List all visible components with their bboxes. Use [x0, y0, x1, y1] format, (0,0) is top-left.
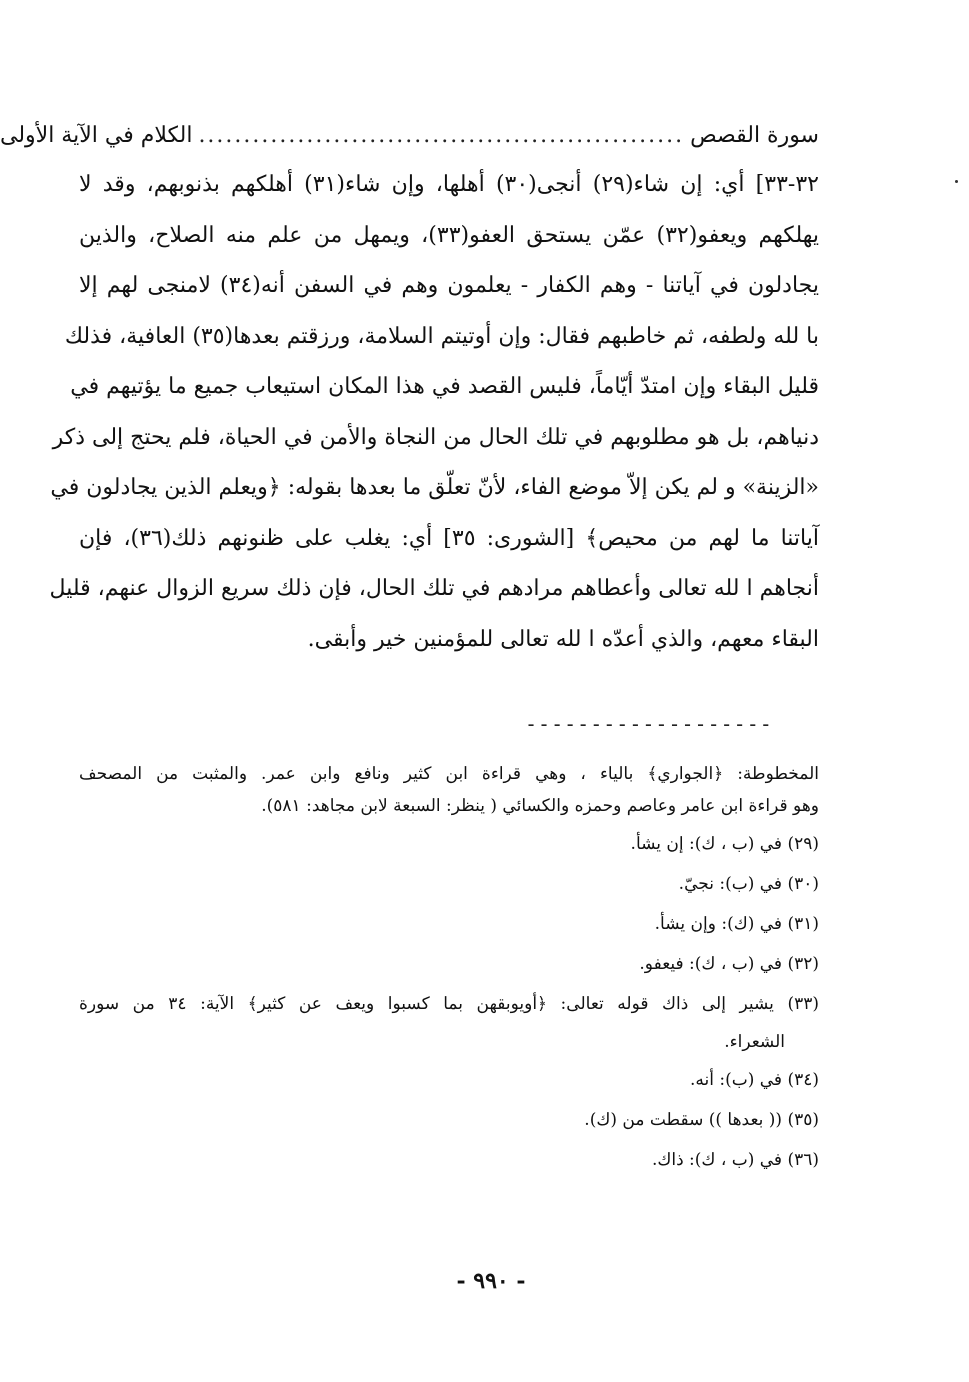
- footnote-32: (٣٢) في (ب ، ك): فيعفو.: [639, 954, 819, 974]
- scan-speck: [955, 180, 958, 183]
- footnote-29: (٢٩) في (ب ، ك): إن يشأ.: [630, 834, 819, 854]
- footnote-33: (٣٣) يشير إلى ذاك قوله تعالى: ﴿أويوبقهن بما كسبوا ويعف عن كثير﴾ الآية: ٣٤ من سورة: [79, 994, 819, 1014]
- running-header: [0, 108, 819, 148]
- main-body-text: [49, 160, 820, 665]
- body-line: با لله ولطفه، ثم خاطبهم فقال: وإن أوتيتم السلامة، ورزقتم بعدها(٣٥) العافية، فذلك: [64, 323, 819, 349]
- header-topic: الكلام في الآية الأولى: [0, 123, 193, 148]
- body-line: آياتنا ما لهم من محيص﴾ [الشورى: ٣٥] أي: يغلب على ظنونهم ذلك(٣٦)، فإن: [79, 525, 819, 551]
- footnote-36: (٣٦) في (ب ، ك): ذاك.: [651, 1150, 819, 1170]
- footnotes-section: [79, 758, 819, 1180]
- body-line: يهلكهم ويعفو(٣٢) عمّن يستحق العفو(٣٣)، ويمهل من علم منه الصلاح، والذين: [79, 222, 819, 248]
- header-surah-name: سورة القصص: [690, 123, 819, 148]
- footnote-33-continuation: الشعراء.: [724, 1032, 785, 1052]
- footnote-intro-line: المخطوطة: ﴿الجواري﴾ بالياء ، وهي قراءة ابن كثير ونافع وابن عمر. والمثبت من المصحف: [79, 764, 819, 784]
- footnote-30: (٣٠) في (ب): نجيّ.: [678, 874, 819, 894]
- footnote-separator: -------------------: [525, 712, 773, 736]
- header-leader-dots: ......................................................: [198, 123, 685, 148]
- body-line: أنجاهم ا لله تعالى وأعطاهم مرادهم في تلك الحال، فإن ذلك سريع الزوال عنهم، قليل: [49, 576, 819, 601]
- footnote-list: [79, 824, 819, 1180]
- body-line: البقاء معهم، والذي أعدّه ا لله تعالى للمؤمنين خير وأبقى.: [307, 626, 819, 652]
- body-line: دنياهم، بل هو مطلوبهم في تلك الحال من النجاة والأمن في الحياة، فلم يحتج إلى ذكر: [52, 424, 819, 450]
- footnote-continuation: [79, 758, 819, 822]
- body-line: «الزينة» و لم يكن إلاّ موضع الفاء، لأنّ تعلّق ما بعدها بقوله: ﴿ويعلم الذين يجادلون في: [50, 475, 819, 500]
- footnote-35: (٣٥) (( بعدها )) سقطت من (ك).: [584, 1110, 819, 1130]
- body-line: قليل البقاء وإن امتدّ أيّاماً، فليس القصد في هذا المكان استيعاب جميع ما يؤتيهم في: [70, 374, 819, 399]
- footnote-intro-line: وهو قراءة ابن عامر وعاصم وحمزه والكسائي ( ينظر: السبعة لابن مجاهد: ٥٨١).: [261, 796, 819, 816]
- footnote-34: (٣٤) في (ب): أنه.: [689, 1070, 819, 1090]
- body-line: ٣٢-٣٣] أي: إن شاء(٢٩) أنجى(٣٠) أهلها، وإن شاء(٣١) أهلكهم بذنوبهم، وقد لا: [79, 172, 819, 197]
- footnote-31: (٣١) في (ك): وإن يشأ.: [654, 914, 819, 934]
- body-line: يجادلون في آياتنا - وهم الكفار - يعلمون وهم في السفن أنه(٣٤) لامنجى لهم إلا: [79, 273, 820, 298]
- page-number: - ٩٩٠ -: [456, 1268, 526, 1294]
